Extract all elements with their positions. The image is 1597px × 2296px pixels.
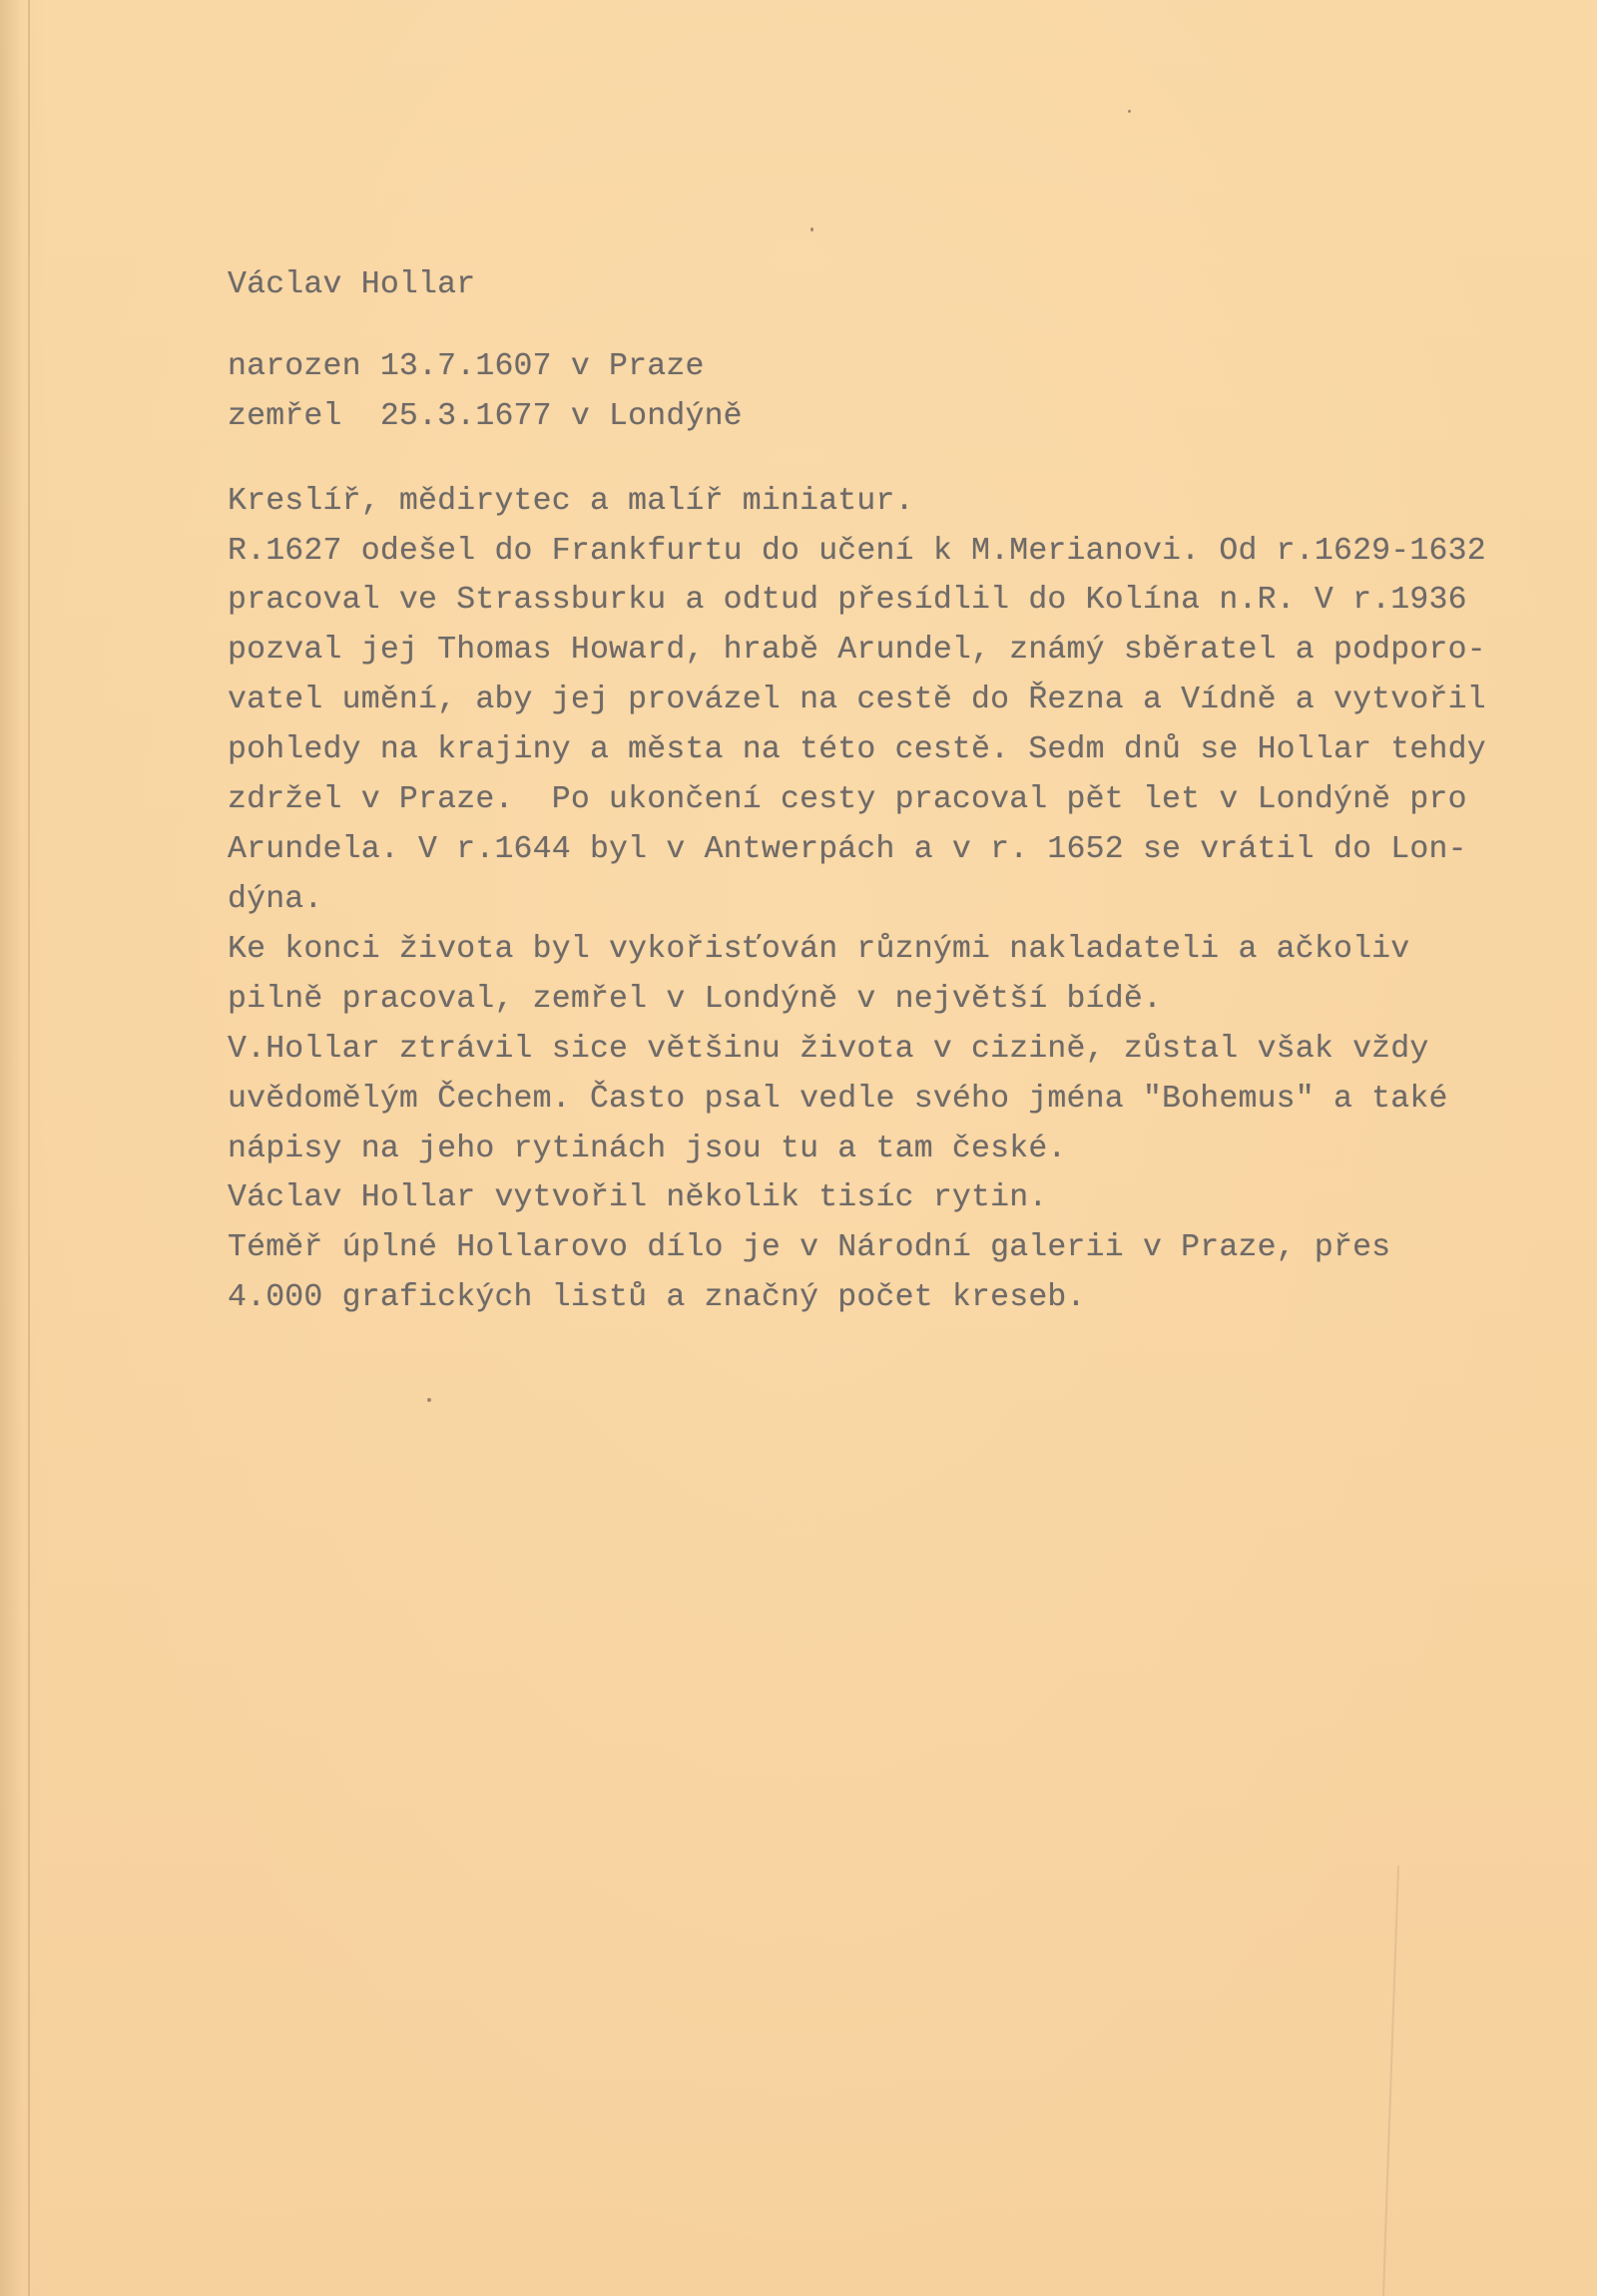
body-line: 4.000 grafických listů a značný počet kreseb. <box>228 1280 1086 1315</box>
body-line: Kreslíř, mědirytec a malíř miniatur. <box>228 484 914 519</box>
body-line: vatel umění, aby jej provázel na cestě do Řezna a Vídně a vytvořil <box>228 683 1486 717</box>
body-line: nápisy na jeho rytinách jsou tu a tam české. <box>228 1132 1067 1166</box>
death-line: zemřel 25.3.1677 v Londýně <box>228 399 743 434</box>
ink-speck <box>810 228 813 231</box>
body-line: zdržel v Praze. Po ukončení cesty pracoval pět let v Londýně pro <box>228 782 1467 817</box>
body-line: pracoval ve Strassburku a odtud přesídlil do Kolína n.R. V r.1936 <box>228 583 1467 618</box>
body-line: V.Hollar ztrávil sice většinu života v cizině, zůstal však vždy <box>228 1032 1429 1067</box>
body-line: Ke konci života byl vykořisťován různými nakladateli a ačkoliv <box>228 932 1410 967</box>
body-line: Téměř úplné Hollarovo dílo je v Národní galerii v Praze, přes <box>228 1230 1391 1265</box>
ink-speck <box>1128 110 1131 113</box>
document-title: Václav Hollar <box>228 267 476 302</box>
body-line: pilně pracoval, zemřel v Londýně v největší bídě. <box>228 982 1163 1017</box>
birth-line: narozen 13.7.1607 v Praze <box>228 349 705 384</box>
body-line: dýna. <box>228 882 323 917</box>
paper-edge-shadow <box>28 0 30 2296</box>
body-line: R.1627 odešel do Frankfurtu do učení k M.Merianovi. Od r.1629-1632 <box>228 534 1486 569</box>
ink-speck <box>427 1398 431 1402</box>
body-line: Arundela. V r.1644 byl v Antwerpách a v r. 1652 se vrátil do Lon- <box>228 832 1467 867</box>
paper-crease <box>1382 1866 1399 2296</box>
body-line: Václav Hollar vytvořil několik tisíc rytin. <box>228 1180 1048 1215</box>
body-line: uvědomělým Čechem. Často psal vedle svého jména "Bohemus" a také <box>228 1082 1448 1117</box>
body-line: pozval jej Thomas Howard, hrabě Arundel, známý sběratel a podporo- <box>228 633 1486 668</box>
body-line: pohledy na krajiny a města na této cestě. Sedm dnů se Hollar tehdy <box>228 732 1486 767</box>
